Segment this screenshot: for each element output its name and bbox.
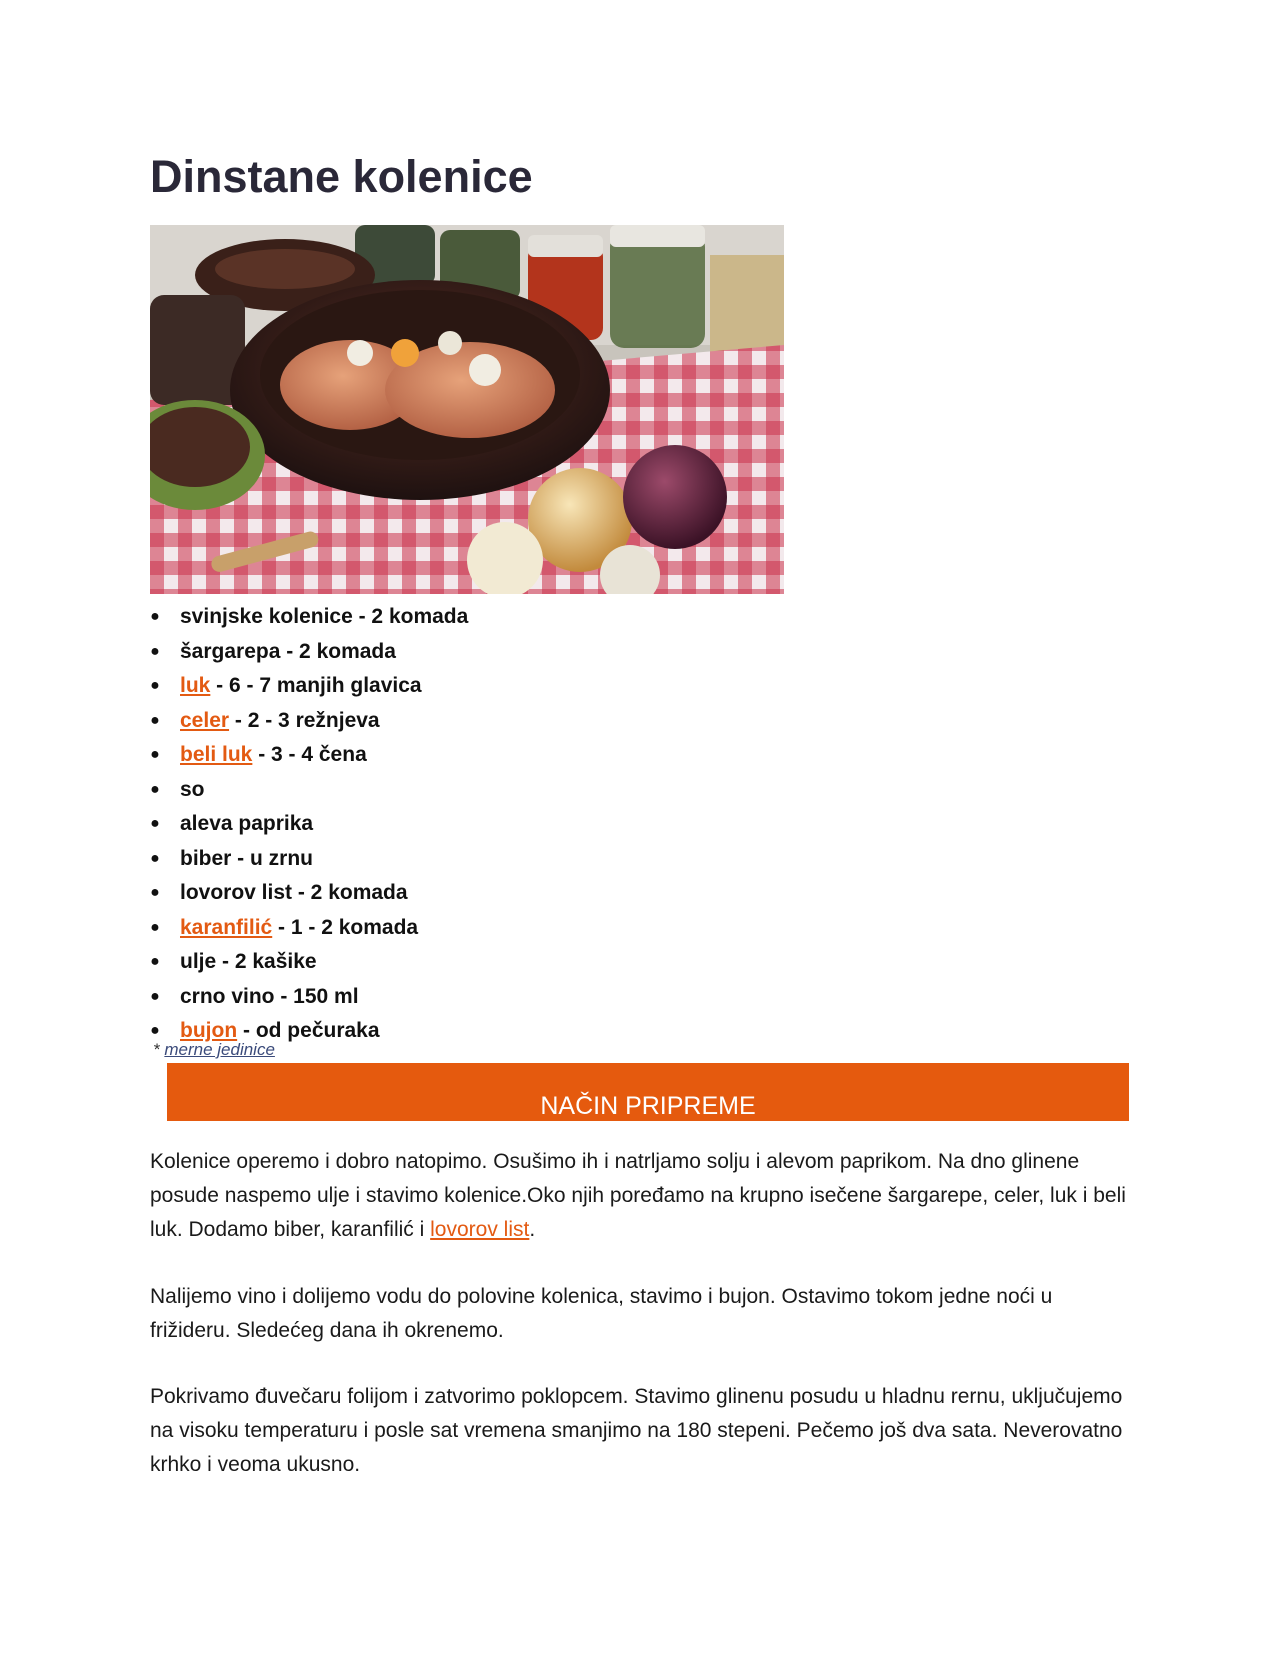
units-link[interactable]: merne jedinice [164,1040,275,1059]
paragraph-end: . [529,1218,536,1241]
units-note [153,1040,275,1060]
list-item [150,842,850,877]
ingredient-text: so [180,777,205,801]
ingredient-list [150,600,850,1049]
list-item [150,704,850,739]
list-item [150,600,850,635]
ingredient-text: - 6 - 7 manjih glavica [210,674,422,697]
ingredient-text: šargarepa - 2 komada [180,639,396,663]
preparation-paragraph-1 [150,1145,1130,1247]
list-item [150,635,850,670]
bullet-icon: ● [150,884,160,901]
preparation-paragraph-2: Nalijemo vino i dolijemo vodu do polovine kolenica, stavimo i bujon. Ostavimo tokom jedne noći u frižideru. Sledećeg dana ih okrenemo. [150,1285,1053,1342]
ingredient-text: crno vino - 150 ml [180,984,359,1008]
stewed-pork-knuckles-photo [150,225,784,594]
ingredient-text: lovorov list - 2 komada [180,881,408,904]
bullet-icon: ● [150,642,160,660]
units-prefix: * [153,1040,165,1059]
bullet-icon: ● [150,953,160,970]
ingredient-text: - 3 - 4 čena [252,743,367,766]
bullet-icon: ● [150,746,160,763]
bullet-icon: ● [150,849,160,867]
bullet-icon: ● [150,780,160,798]
ingredient-link-bujon[interactable]: bujon [180,1019,238,1042]
bullet-icon: ● [150,815,160,832]
ingredient-text: - od pečuraka [237,1019,380,1042]
section-header-preparation: NAČIN PRIPREME [167,1063,1129,1121]
ingredient-link-karanfilic[interactable]: karanfilić [180,915,273,939]
ingredient-text: ulje - 2 kašike [180,950,317,973]
ingredient-text: biber - u zrnu [180,846,313,870]
bullet-icon: ● [150,608,160,625]
ingredient-text: - 1 - 2 komada [272,915,419,939]
list-item [150,738,850,773]
bullet-icon: ● [150,987,160,1005]
list-item [150,669,850,704]
list-item [150,876,850,911]
preparation-paragraph-3: Pokrivamo đuvečaru folijom i zatvorimo poklopcem. Stavimo glinenu posudu u hladnu rernu, uključujemo na visoku temperaturu i posle sat vremena smanjimo na 180 stepeni. Pečemo još dva sata. Neverovatno krhko i veoma ukusno. [150,1385,1123,1476]
bullet-icon: ● [150,677,160,694]
page-title: Dinstane kolenice [150,151,533,202]
bullet-icon: ● [150,918,160,936]
ingredient-link-beli-luk[interactable]: beli luk [180,743,253,766]
paragraph-text: Kolenice operemo i dobro natopimo. Osušimo ih i natrljamo solju i alevom paprikom. Na dno glinene posude naspemo ulje i stavimo kolenice.Oko njih poređamo na krupno isečene šargarepe, celer, luk i beli luk. Dodamo biber, karanfilić i [150,1150,1126,1241]
ingredient-link-celer[interactable]: celer [180,708,230,732]
list-item [150,773,850,808]
list-item [150,911,850,946]
list-item [150,980,850,1015]
ingredient-link-luk[interactable]: luk [180,674,211,697]
bay-leaf-link[interactable]: lovorov list [430,1218,530,1241]
list-item [150,945,850,980]
bullet-icon: ● [150,711,160,729]
ingredient-text: - 2 - 3 režnjeva [229,708,380,732]
ingredient-text: svinjske kolenice - 2 komada [180,605,469,628]
ingredient-text: aleva paprika [180,812,314,835]
bullet-icon: ● [150,1022,160,1039]
list-item [150,807,850,842]
